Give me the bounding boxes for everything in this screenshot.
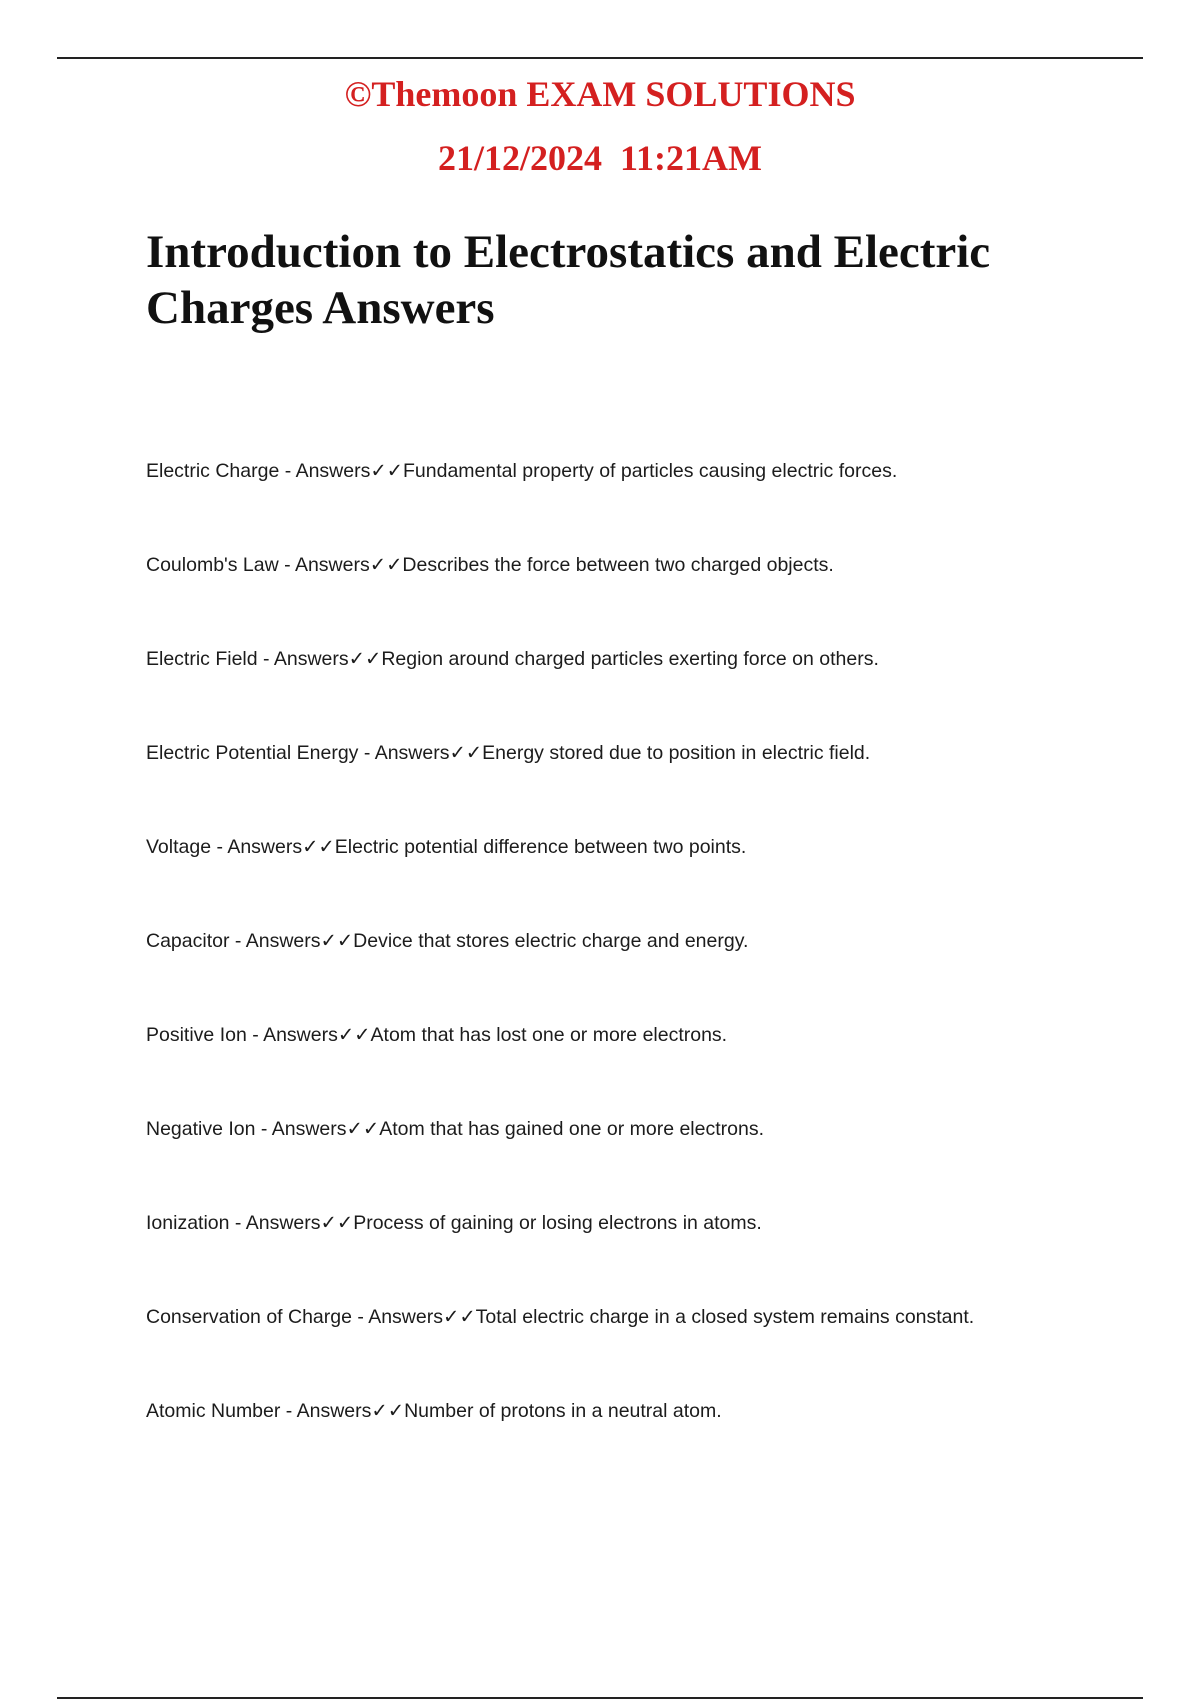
qa-item <box>146 1398 1146 1492</box>
qa-item <box>146 1304 1146 1398</box>
qa-definition: Process of gaining or losing electrons in atoms. <box>353 1212 762 1234</box>
brand-header: ©Themoon EXAM SOLUTIONS <box>344 74 856 114</box>
timestamp-header: 21/12/2024 11:21AM <box>438 138 762 178</box>
qa-definition: Fundamental property of particles causing electric forces. <box>403 460 898 482</box>
qa-separator: - Answers✓✓ <box>229 1212 354 1234</box>
qa-definition: Atom that has gained one or more electrons. <box>379 1118 765 1140</box>
qa-separator: - Answers✓✓ <box>229 930 354 952</box>
qa-separator: - Answers✓✓ <box>257 648 382 670</box>
document-title: Introduction to Electrostatics and Electric Charges Answers <box>146 226 991 334</box>
bottom-rule <box>57 1697 1143 1699</box>
qa-definition: Atom that has lost one or more electrons. <box>370 1024 728 1046</box>
qa-term: Ionization <box>146 1212 230 1234</box>
qa-term: Positive Ion <box>146 1024 247 1046</box>
qa-term: Electric Charge <box>146 460 280 482</box>
qa-definition: Region around charged particles exerting force on others. <box>381 648 879 670</box>
qa-term: Negative Ion <box>146 1118 256 1140</box>
qa-definition: Total electric charge in a closed system remains constant. <box>475 1306 975 1328</box>
qa-separator: - Answers✓✓ <box>211 836 335 858</box>
qa-separator: - Answers✓✓ <box>351 1306 476 1328</box>
qa-item <box>146 1022 1146 1116</box>
qa-item <box>146 1116 1146 1210</box>
qa-separator: - Answers✓✓ <box>278 554 403 576</box>
qa-term: Voltage <box>146 836 212 858</box>
qa-separator: - Answers✓✓ <box>279 460 404 482</box>
qa-item <box>146 646 1146 740</box>
qa-definition: Device that stores electric charge and energy. <box>353 930 749 952</box>
qa-definition: Number of protons in a neutral atom. <box>404 1400 722 1422</box>
qa-definition: Energy stored due to position in electric field. <box>482 742 871 764</box>
qa-item <box>146 1210 1146 1304</box>
qa-term: Electric Potential Energy <box>146 742 359 764</box>
qa-item <box>146 928 1146 1022</box>
qa-term: Capacitor <box>146 930 230 952</box>
qa-definition: Electric potential difference between two points. <box>334 836 747 858</box>
qa-item <box>146 552 1146 646</box>
qa-separator: - Answers✓✓ <box>358 742 483 764</box>
qa-item <box>146 834 1146 928</box>
qa-item <box>146 740 1146 834</box>
qa-term: Coulomb's Law <box>146 554 279 576</box>
qa-definition: Describes the force between two charged objects. <box>402 554 834 576</box>
qa-separator: - Answers✓✓ <box>246 1024 371 1046</box>
top-rule <box>57 57 1143 59</box>
qa-separator: - Answers✓✓ <box>280 1400 405 1422</box>
qa-separator: - Answers✓✓ <box>255 1118 380 1140</box>
qa-term: Atomic Number <box>146 1400 281 1422</box>
qa-term: Conservation of Charge <box>146 1306 352 1328</box>
qa-term: Electric Field <box>146 648 258 670</box>
qa-list <box>146 458 1146 1492</box>
qa-item <box>146 458 1146 552</box>
